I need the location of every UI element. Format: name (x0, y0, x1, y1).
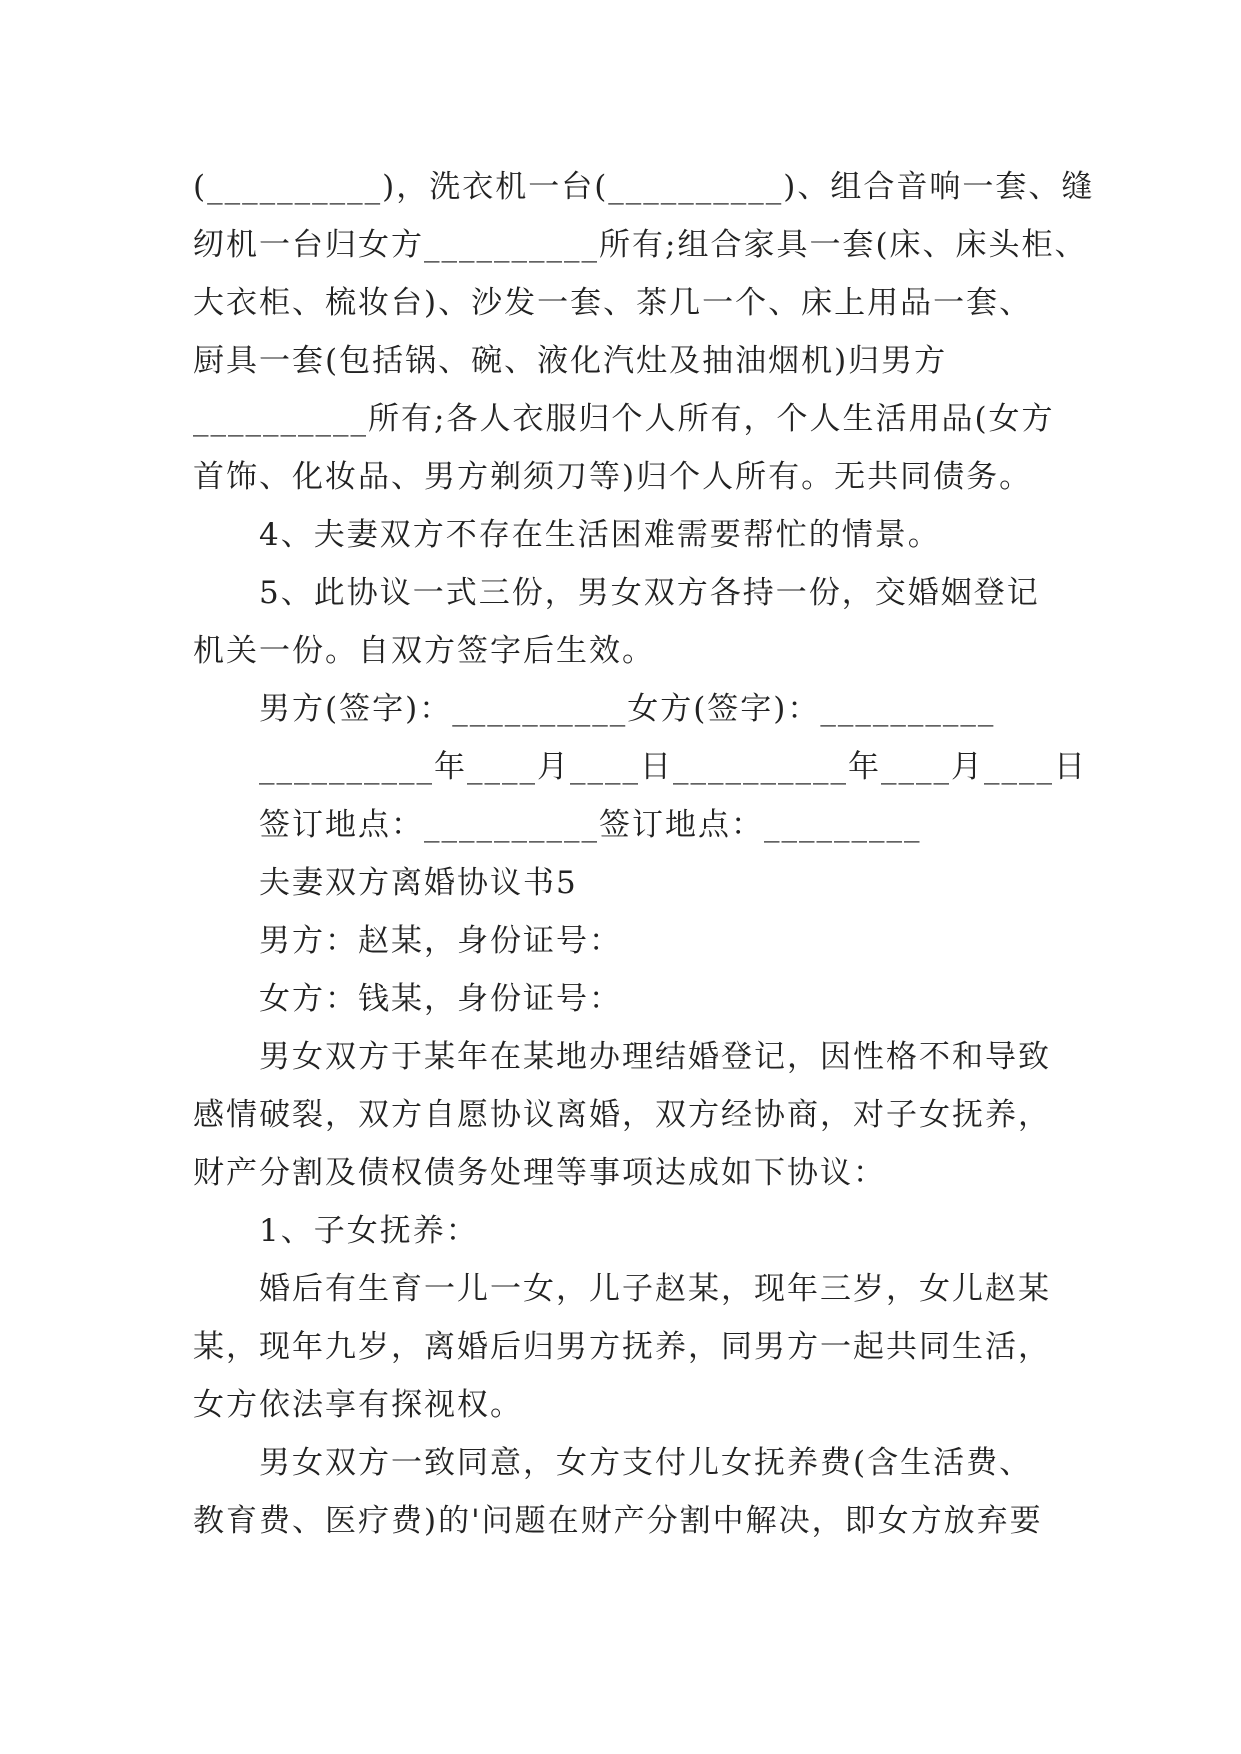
body-line: 厨具一套(包括锅、碗、液化汽灶及抽油烟机)归男方 (193, 343, 948, 379)
signing-place-line: 签订地点：__________签订地点：_________ (259, 807, 922, 843)
body-line: 财产分割及债权债务处理等事项达成如下协议： (193, 1155, 886, 1191)
husband-info: 男方：赵某，身份证号： (259, 923, 622, 959)
body-line: 感情破裂，双方自愿协议离婚，双方经协商，对子女抚养， (193, 1097, 1051, 1133)
clause-4: 4、夫妻双方不存在生活困难需要帮忙的情景。 (259, 517, 941, 553)
signature-line: 男方(签字)：__________女方(签字)：__________ (259, 691, 996, 727)
paragraph-start: 男女双方于某年在某地办理结婚登记，因性格不和导致 (259, 1039, 1051, 1075)
document-body (193, 158, 1095, 1550)
body-line: (__________)，洗衣机一台(__________)、组合音响一套、缝 (193, 169, 1095, 205)
paragraph-start: 婚后有生育一儿一女，儿子赵某，现年三岁，女儿赵某 (259, 1271, 1051, 1307)
clause-heading: 1、子女抚养： (259, 1213, 479, 1249)
body-line: 某，现年九岁，离婚后归男方抚养，同男方一起共同生活， (193, 1329, 1051, 1365)
body-line: 机关一份。自双方签字后生效。 (193, 633, 655, 669)
clause-5: 5、此协议一式三份，男女双方各持一份，交婚姻登记 (259, 575, 1040, 611)
section-title: 夫妻双方离婚协议书5 (259, 865, 578, 901)
wife-info: 女方：钱某，身份证号： (259, 981, 622, 1017)
body-line: 首饰、化妆品、男方剃须刀等)归个人所有。无共同债务。 (193, 459, 1033, 495)
body-line: 女方依法享有探视权。 (193, 1387, 523, 1423)
body-line: 教育费、医疗费)的'问题在财产分割中解决，即女方放弃要 (193, 1503, 1043, 1539)
body-line: __________所有;各人衣服归个人所有，个人生活用品(女方 (193, 401, 1055, 437)
body-line: 大衣柜、梳妆台)、沙发一套、茶几一个、床上用品一套、 (193, 285, 1033, 321)
date-line: __________年____月____日__________年____月____日 (259, 749, 1087, 785)
body-line: 纫机一台归女方__________所有;组合家具一套(床、床头柜、 (193, 227, 1088, 263)
paragraph-start: 男女双方一致同意，女方支付儿女抚养费(含生活费、 (259, 1445, 1033, 1481)
